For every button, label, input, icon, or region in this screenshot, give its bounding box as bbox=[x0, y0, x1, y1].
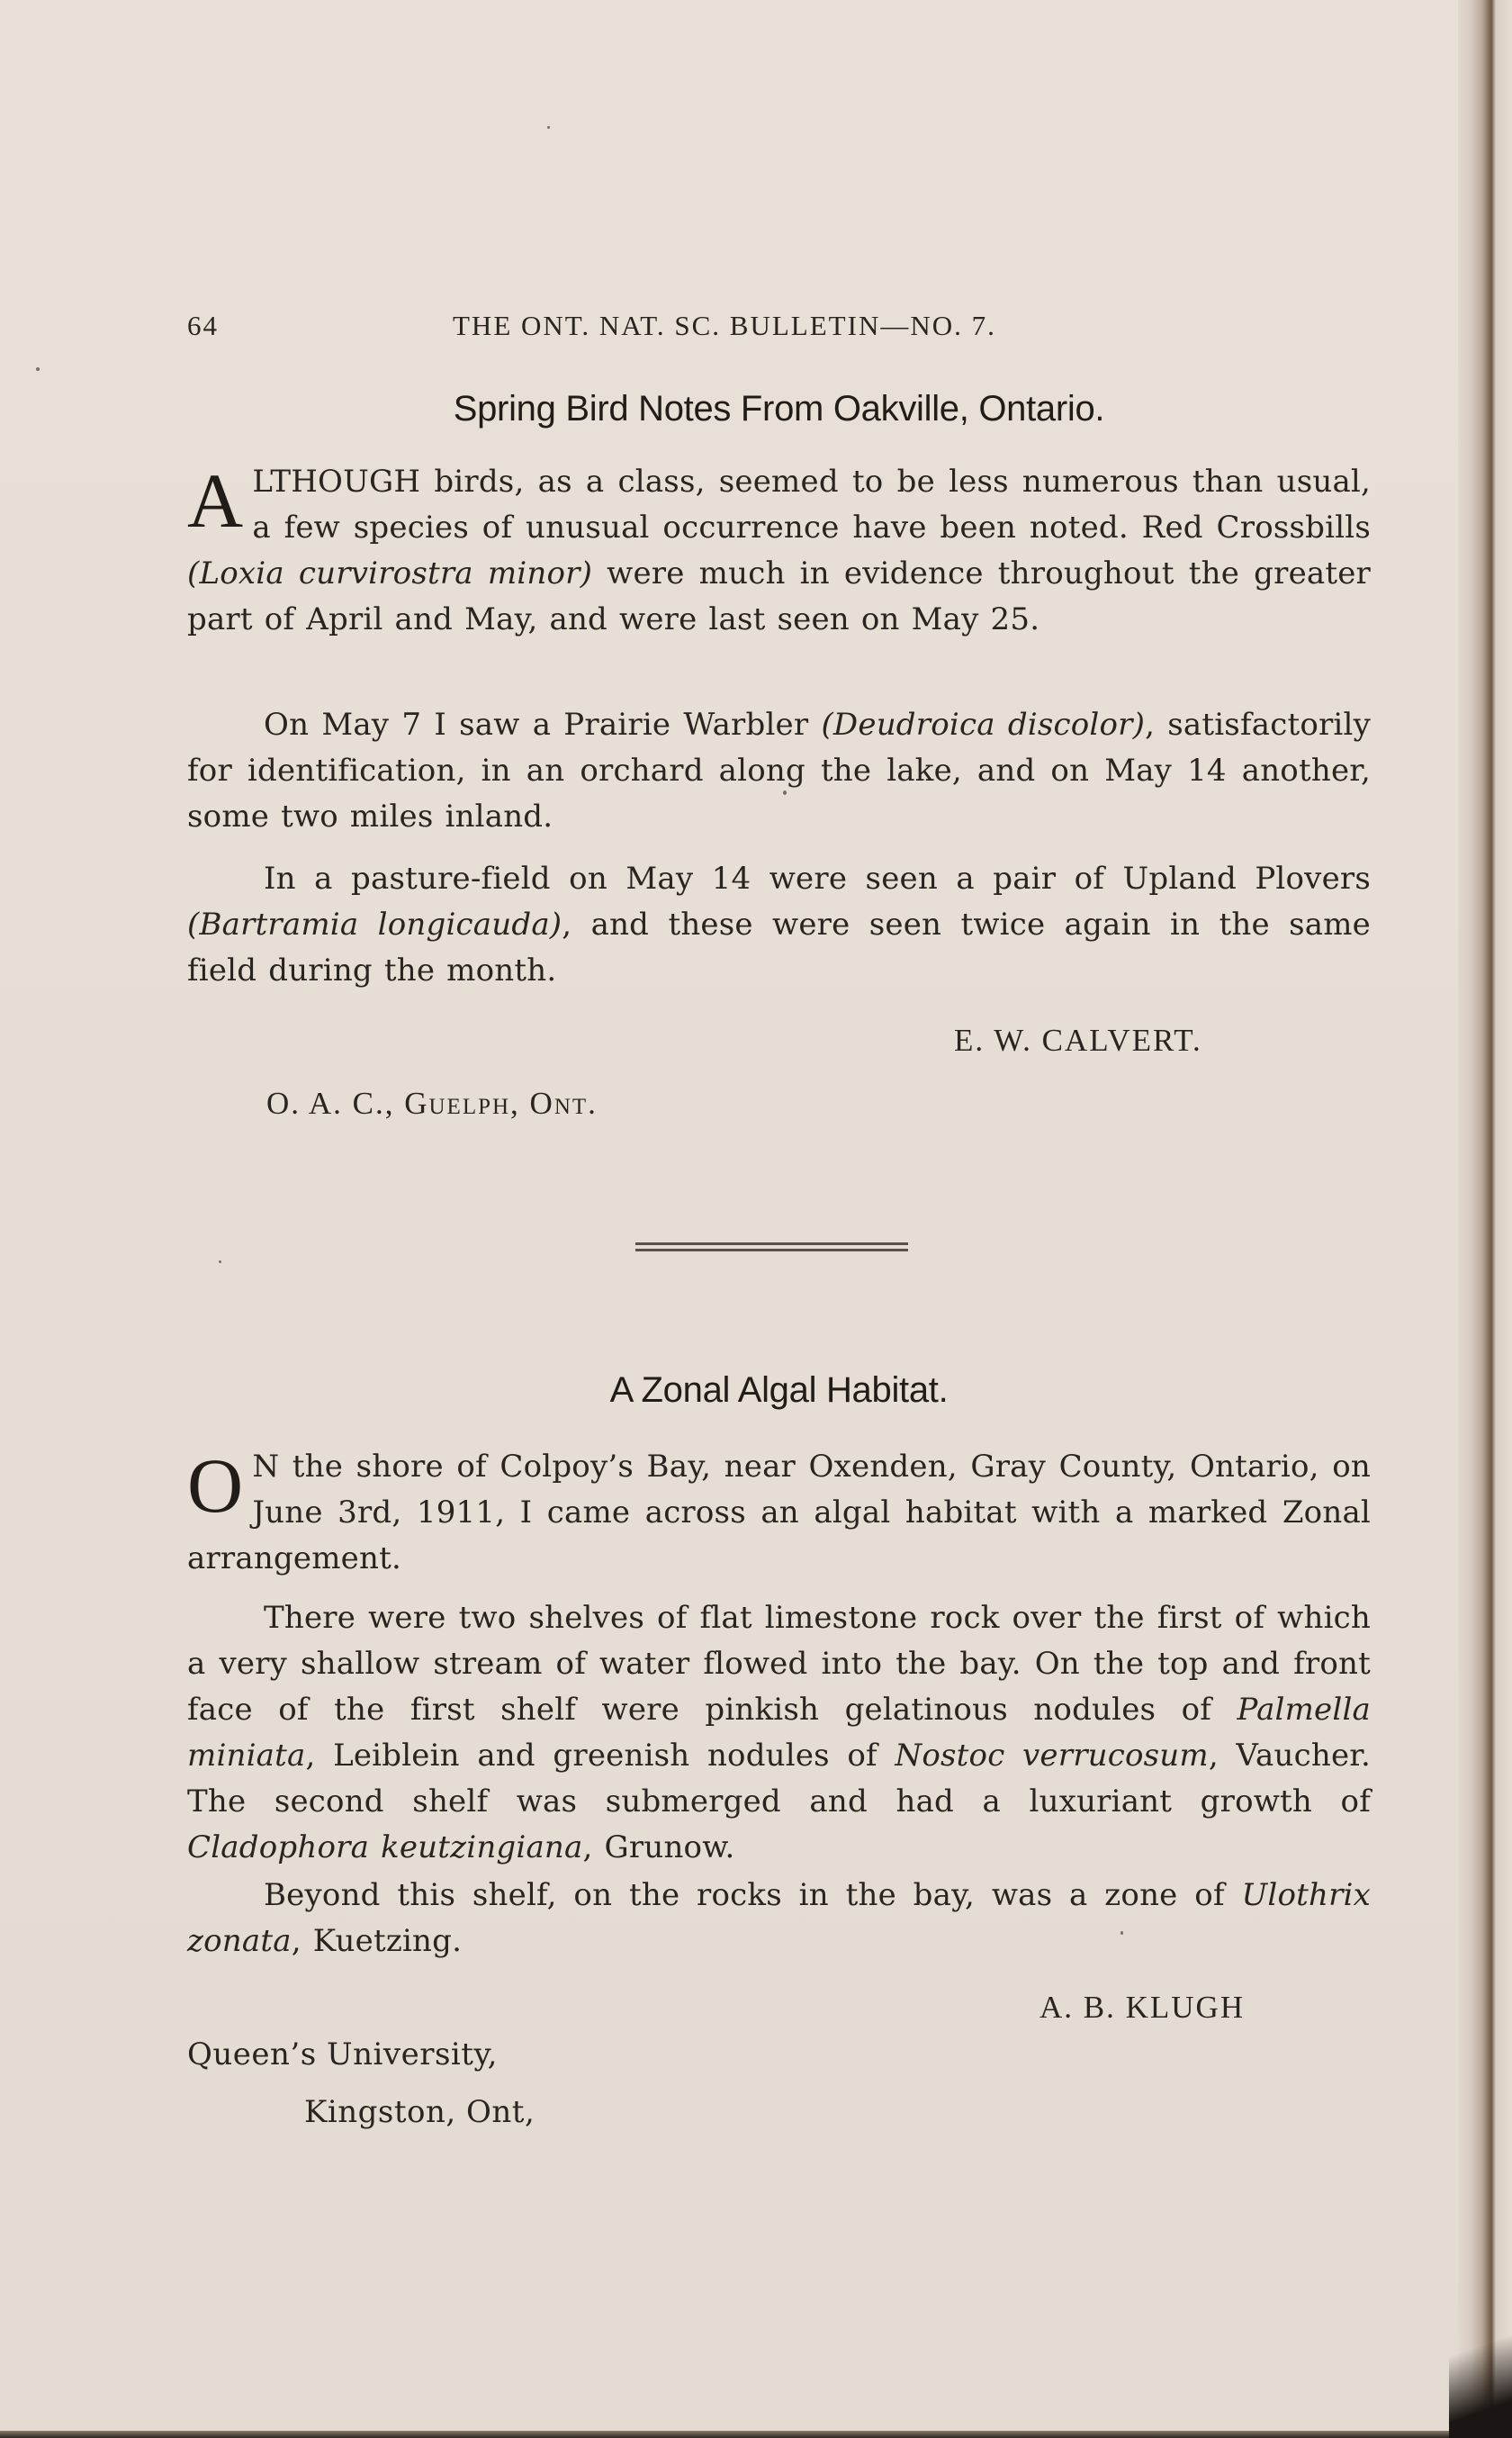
species-name: Nostoc verrucosum bbox=[895, 1738, 1209, 1774]
paragraph-text: , Vaucher. The second shelf was submerged and had a luxuriant growth of bbox=[187, 1738, 1371, 1819]
paper-speck bbox=[547, 126, 550, 129]
page-corner-shadow bbox=[1449, 2312, 1512, 2438]
species-name: Ulothrix zonata bbox=[187, 1877, 1371, 1959]
section-divider bbox=[635, 1242, 908, 1251]
article-title: Spring Bird Notes From Oakville, Ontario. bbox=[453, 389, 1105, 429]
drop-cap: O bbox=[187, 1442, 244, 1529]
paragraph-text: , Kuetzing. bbox=[291, 1923, 463, 1959]
paragraph-text: , Leiblein and greenish nodules of bbox=[305, 1738, 896, 1774]
species-name: (Loxia curvirostra minor) bbox=[187, 555, 593, 591]
author-signature: E. W. CALVERT. bbox=[954, 1023, 1202, 1058]
paper-speck bbox=[219, 1260, 221, 1263]
paragraph-text: N the shore of Colpoy’s Bay, near Oxenden, Gray County, Ontario, on June 3rd, 1911, I came across an algal habitat with a marked Zonal arrangement. bbox=[187, 1449, 1371, 1576]
author-affiliation: O. A. C., Guelph, Ont. bbox=[266, 1086, 598, 1121]
paragraph-text: On May 7 I saw a Prairie Warbler bbox=[264, 707, 822, 743]
page-number: 64 bbox=[187, 310, 219, 341]
article-paragraph bbox=[187, 1595, 1371, 1871]
paragraph-text: , Grunow. bbox=[582, 1829, 735, 1865]
drop-cap: A bbox=[187, 457, 244, 544]
species-name: (Bartramia longicauda) bbox=[187, 907, 562, 943]
paper-speck bbox=[36, 367, 40, 371]
paragraph-text: There were two shelves of flat limestone rock over the first of which a very shallow stream of water flowed into the bay. On the top and front face of the first shelf were pinkish gelatinous nodules of bbox=[187, 1600, 1371, 1728]
article-title: A Zonal Algal Habitat. bbox=[609, 1370, 949, 1410]
species-name: Cladophora keutzingiana bbox=[187, 1829, 583, 1865]
paragraph-text: , and these were seen twice again in the same field during the month. bbox=[187, 907, 1371, 989]
paragraph-text: LTHOUGH birds, as a class, seemed to be less numerous than usual, a few species of unusual occurrence have been noted. Red Crossbills bbox=[252, 464, 1371, 546]
paragraph-text: , satisfactorily for identification, in an orchard along the lake, and on May 14 another, some two miles inland. bbox=[187, 707, 1371, 835]
article-paragraph bbox=[187, 702, 1371, 840]
paragraph-text: were much in evidence throughout the greater part of April and May, and were last seen on May 25. bbox=[187, 555, 1371, 637]
species-name: Palmella miniata bbox=[187, 1692, 1371, 1774]
species-name: (Deudroica discolor) bbox=[821, 707, 1146, 743]
author-signature: A. B. KLUGH bbox=[1040, 1990, 1246, 2025]
running-head bbox=[187, 310, 1114, 349]
page-bottom-edge bbox=[0, 2431, 1512, 2438]
author-affiliation: Queen’s University, bbox=[187, 2036, 498, 2072]
article-paragraph bbox=[187, 1873, 1371, 1964]
journal-title: THE ONT. NAT. SC. BULLETIN—NO. 7. bbox=[453, 310, 996, 341]
author-affiliation: Kingston, Ont, bbox=[304, 2094, 536, 2130]
paragraph-text: In a pasture-field on May 14 were seen a pair of Upland Plovers bbox=[264, 861, 1371, 897]
article-paragraph bbox=[187, 459, 1371, 643]
page-binding-edge bbox=[1458, 0, 1512, 2438]
paragraph-text: Beyond this shelf, on the rocks in the bay, was a zone of bbox=[264, 1877, 1242, 1913]
article-paragraph bbox=[187, 1444, 1371, 1582]
article-paragraph bbox=[187, 856, 1371, 994]
